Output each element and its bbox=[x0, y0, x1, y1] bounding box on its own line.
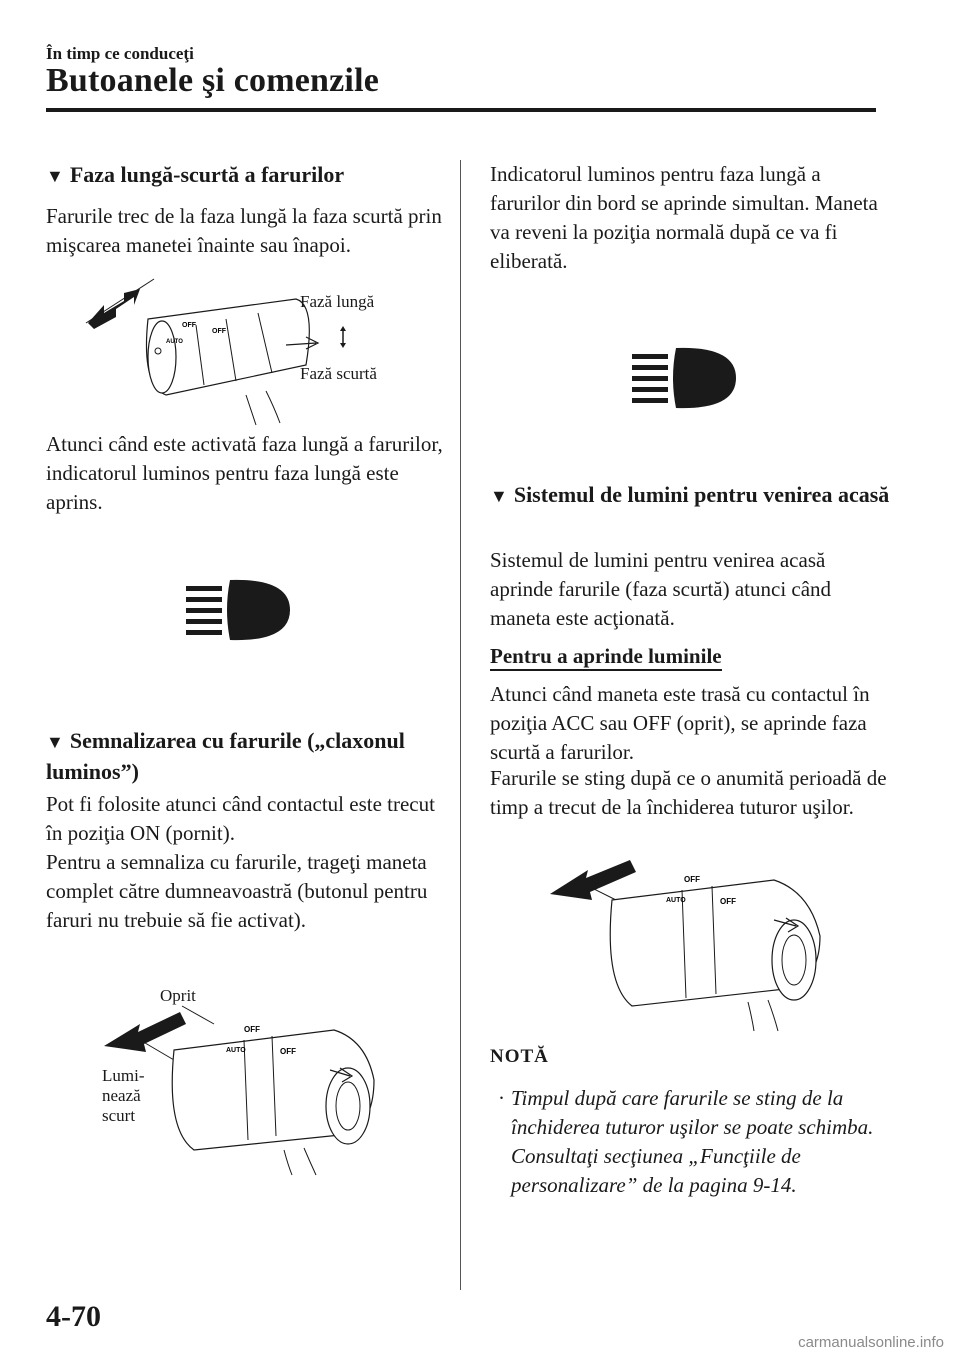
page-title: Butoanele şi comenzile bbox=[46, 62, 380, 99]
note-title: NOTĂ bbox=[490, 1046, 549, 1067]
section-heading-high-low-beam: ▼ Faza lungă-scurtă a farurilor bbox=[46, 160, 446, 191]
sub-heading: Pentru a aprinde luminile bbox=[490, 642, 722, 671]
bullet-icon: · bbox=[498, 1086, 505, 1110]
label-low-beam: Fază scurtă bbox=[300, 364, 377, 383]
label-off: Oprit bbox=[160, 986, 196, 1005]
note-text: Consultaţi secţiunea „Funcţiile de personalizare” de la pagina 9-14. bbox=[511, 1144, 801, 1197]
stalk-figure-coming-home bbox=[548, 856, 838, 1031]
paragraph: Farurile trec de la faza lungă la faza scurtă prin mişcarea manetei înainte sau înapoi. bbox=[46, 204, 442, 257]
svg-text:OFF: OFF bbox=[720, 897, 736, 906]
column-divider bbox=[460, 160, 461, 1290]
stalk-illustration bbox=[104, 1010, 394, 1175]
paragraph: Atunci când este activată faza lungă a farurilor, indicatorul luminos pentru faza lungă este aprins. bbox=[46, 432, 443, 514]
section-heading-headlight-flasher: ▼ Semnalizarea cu farurile („claxonul luminos”) bbox=[46, 728, 405, 784]
svg-text:OFF: OFF bbox=[684, 875, 700, 884]
note-body bbox=[498, 1084, 878, 1200]
svg-text:AUTO: AUTO bbox=[166, 339, 183, 345]
svg-text:OFF: OFF bbox=[280, 1047, 296, 1056]
stalk-figure-flasher bbox=[104, 1010, 394, 1175]
triangle-bullet-icon: ▼ bbox=[490, 486, 508, 506]
section-heading-coming-home-lights: ▼ Sistemul de lumini pentru venirea acasă bbox=[490, 480, 890, 511]
note-text: Timpul după care farurile se sting de la închiderea tuturor uşilor se poate schimba. bbox=[511, 1086, 874, 1139]
label-flash: Lumi- nează scurt bbox=[102, 1066, 145, 1125]
svg-text:OFF: OFF bbox=[182, 322, 196, 329]
svg-text:OFF: OFF bbox=[212, 328, 226, 335]
paragraph: Sistemul de lumini pentru venirea acasă aprinde farurile (faza scurtă) atunci când maneta este acţionată. bbox=[490, 548, 832, 630]
svg-text:OFF: OFF bbox=[244, 1025, 260, 1034]
label-high-beam: Fază lungă bbox=[300, 292, 375, 311]
paragraph: Farurile se sting după ce o anumită perioadă de timp a trecut de la închiderea tuturor uşilor. bbox=[490, 766, 887, 819]
triangle-bullet-icon: ▼ bbox=[46, 732, 64, 752]
svg-text:AUTO: AUTO bbox=[226, 1047, 246, 1054]
triangle-bullet-icon: ▼ bbox=[46, 166, 64, 186]
paragraph: Atunci când maneta este trasă cu contactul în poziţia ACC sau OFF (oprit), se aprinde faza scurtă a farurilor. bbox=[490, 682, 870, 764]
paragraph: Pot fi folosite atunci când contactul este trecut în poziţia ON (pornit). bbox=[46, 792, 435, 845]
svg-text:AUTO: AUTO bbox=[666, 897, 686, 904]
watermark: carmanualsonline.info bbox=[798, 1334, 944, 1351]
paragraph: Pentru a semnaliza cu farurile, trageţi maneta complet către dumneavoastră (butonul pentru faruri nu trebuie să fie activat). bbox=[46, 850, 428, 932]
header-rule bbox=[46, 108, 876, 112]
page-number: 4-70 bbox=[46, 1300, 101, 1333]
paragraph: Indicatorul luminos pentru faza lungă a farurilor din bord se aprinde simultan. Maneta va reveni la poziţia normală după ce va fi eliberată. bbox=[490, 162, 878, 273]
breadcrumb: În timp ce conduceţi bbox=[46, 44, 194, 63]
stalk-illustration bbox=[548, 856, 838, 1031]
